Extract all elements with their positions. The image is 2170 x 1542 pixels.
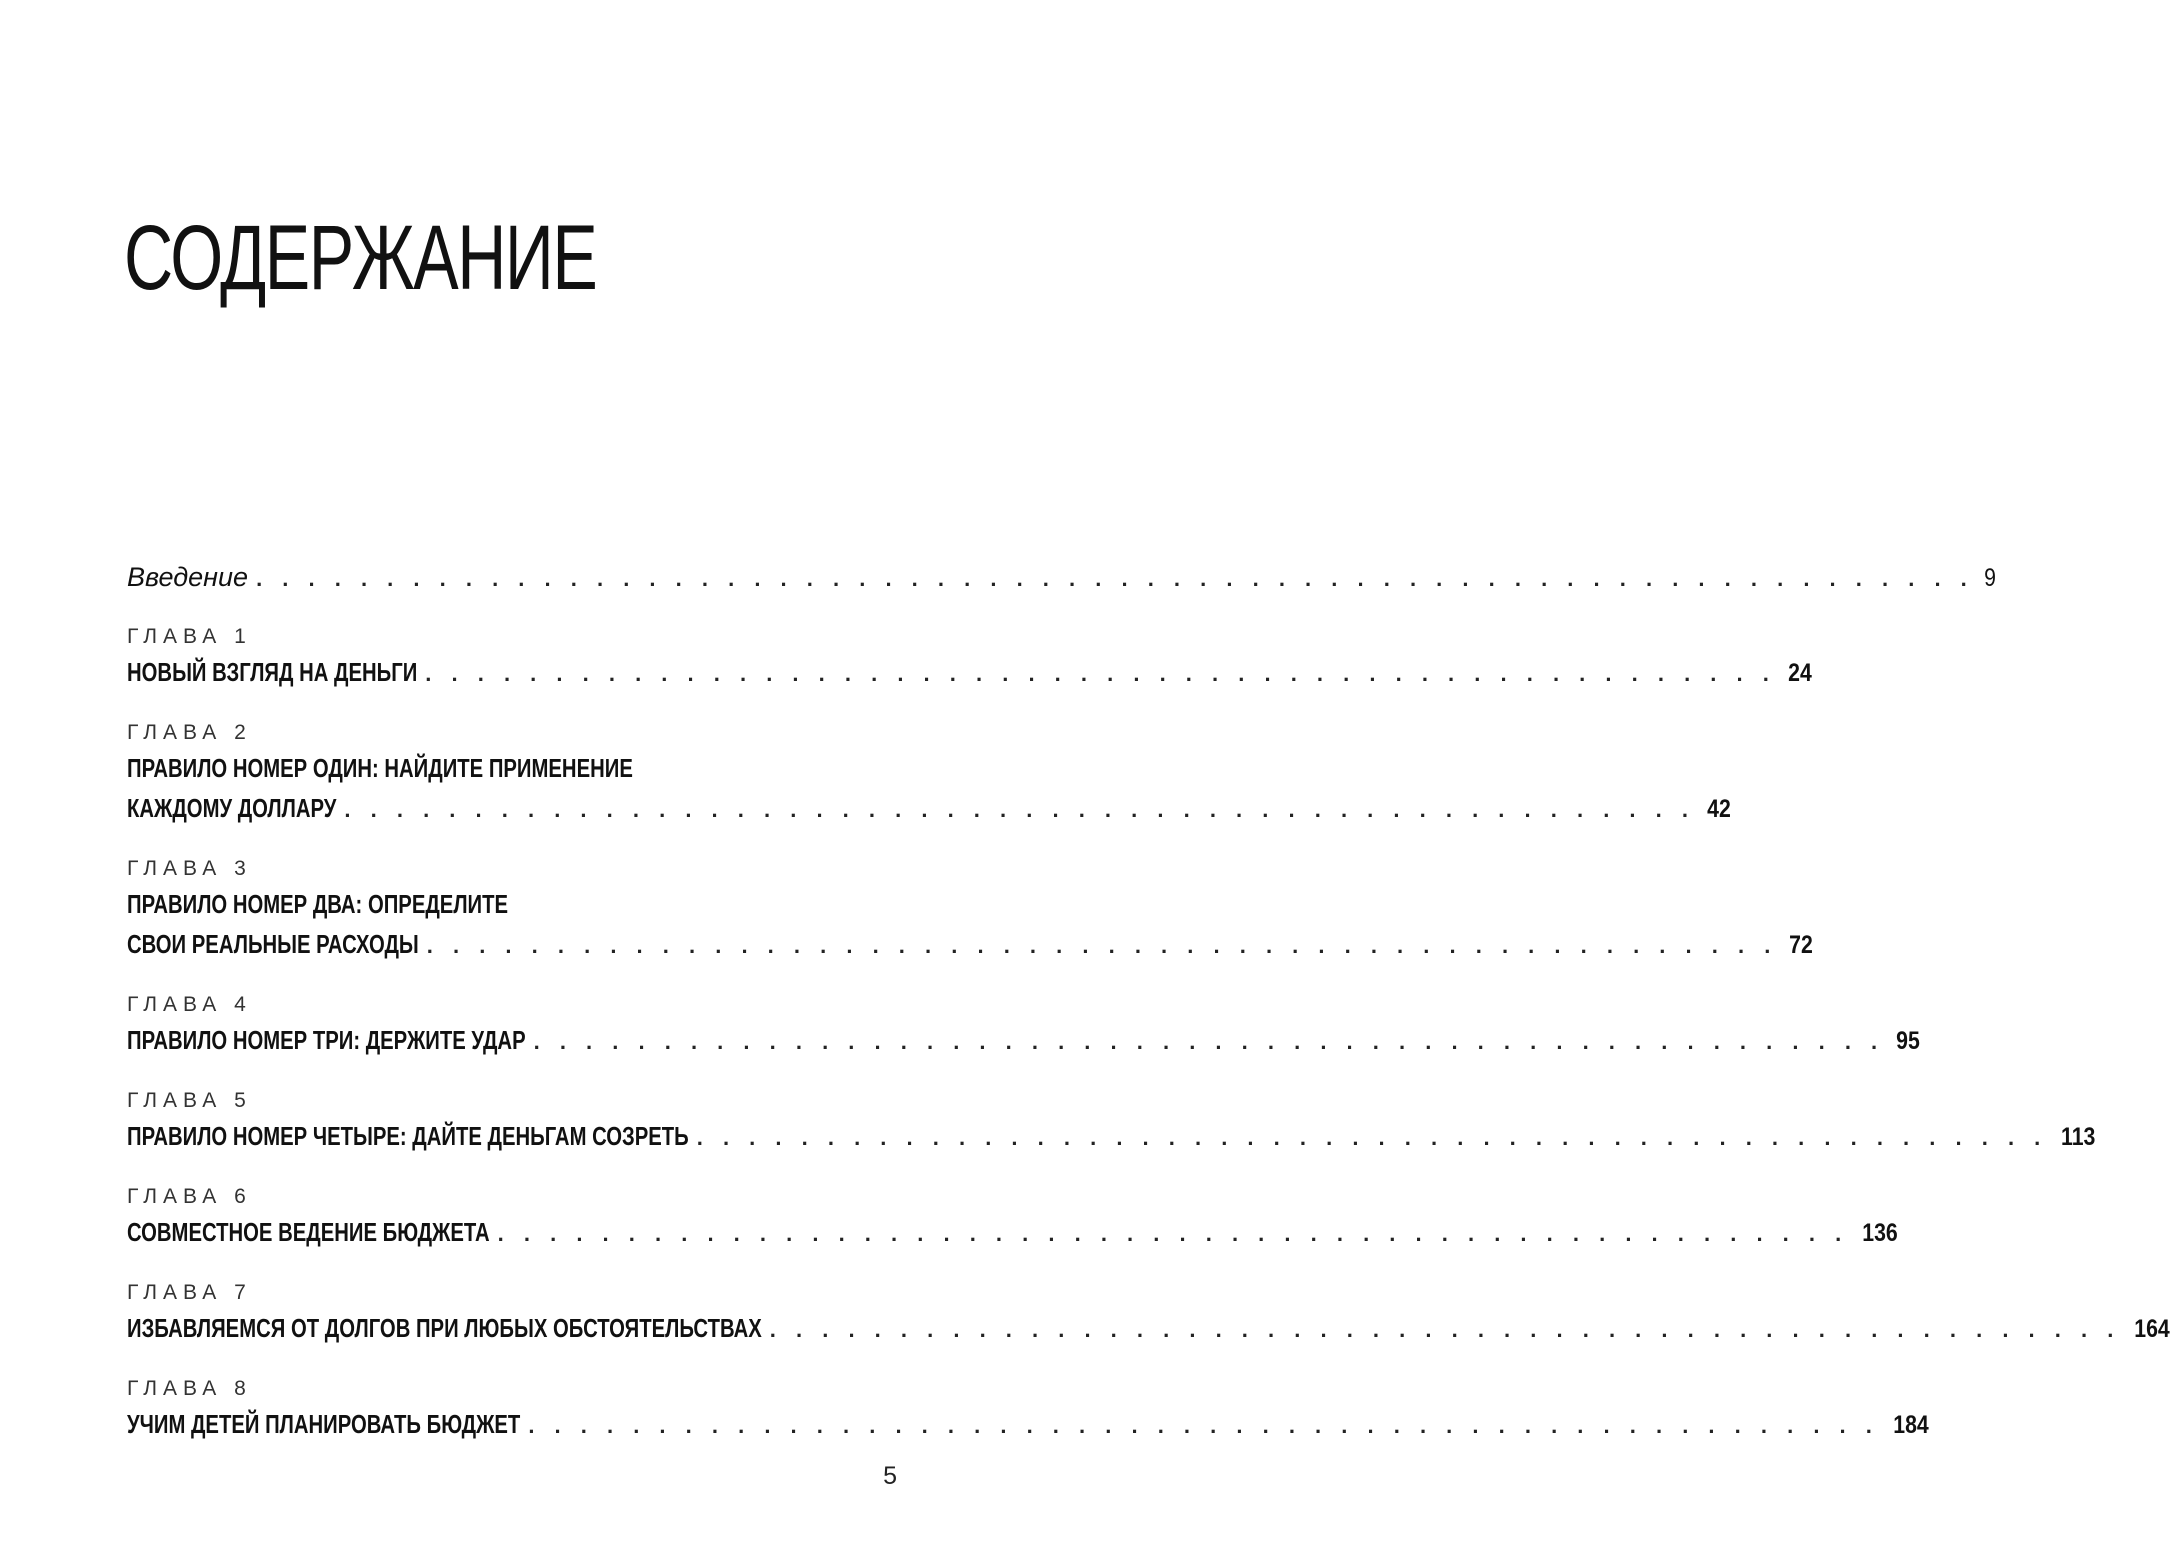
chapter-title-line: СВОИ РЕАЛЬНЫЕ РАСХОДЫ bbox=[127, 929, 419, 959]
toc-page-number: 136 bbox=[1862, 1219, 1898, 1247]
chapter-label: ГЛАВА 1 bbox=[127, 625, 252, 648]
leader-dots: . . . . . . . . . . . . . . . . . . . . . . . . . . . . . . . . . . . . . . . . . . . . . . . . . . . . bbox=[533, 1029, 1885, 1054]
leader-dots: . . . . . . . . . . . . . . . . . . . . . . . . . . . . . . . . . . . . . . . . . . . . . . . . . . . . bbox=[425, 661, 1776, 686]
toc-chapter-3[interactable] bbox=[127, 854, 1814, 964]
chapter-title-line: ПРАВИЛО НОМЕР ОДИН: НАЙДИТЕ ПРИМЕНЕНИЕ bbox=[127, 753, 633, 783]
toc-chapter-2[interactable] bbox=[127, 718, 1731, 828]
toc-chapter-6[interactable] bbox=[127, 1182, 1898, 1252]
leader-dots: . . . . . . . . . . . . . . . . . . . . . . . . . . . . . . . . . . . . . . . . . . . . . . . . . . . . bbox=[696, 1125, 2048, 1150]
toc-chapter-5[interactable] bbox=[127, 1086, 2096, 1156]
chapter-label: ГЛАВА 6 bbox=[127, 1185, 252, 1208]
toc-page-number: 24 bbox=[1788, 659, 1812, 687]
leader-dots: . . . . . . . . . . . . . . . . . . . . . . . . . . . . . . . . . . . . . . . . . . . . . . . . . . . . . . . . . . . . . . . . . . bbox=[256, 566, 1974, 591]
toc-chapter-1[interactable] bbox=[127, 622, 1812, 692]
chapter-label: ГЛАВА 2 bbox=[127, 721, 252, 744]
toc-page-number: 113 bbox=[2061, 1123, 2096, 1151]
chapter-title: ПРАВИЛО НОМЕР ЧЕТЫРЕ: ДАЙТЕ ДЕНЬГАМ СОЗРЕТЬ bbox=[127, 1121, 689, 1151]
toc-page-number: 164 bbox=[2134, 1315, 2170, 1343]
chapter-title: УЧИМ ДЕТЕЙ ПЛАНИРОВАТЬ БЮДЖЕТ bbox=[127, 1409, 521, 1439]
chapter-title: ИЗБАВЛЯЕМСЯ ОТ ДОЛГОВ ПРИ ЛЮБЫХ ОБСТОЯТЕЛЬСТВАХ bbox=[127, 1313, 762, 1343]
chapter-title-line: КАЖДОМУ ДОЛЛАРУ bbox=[127, 793, 337, 823]
leader-dots: . . . . . . . . . . . . . . . . . . . . . . . . . . . . . . . . . . . . . . . . . . . . . . . . . . . . bbox=[426, 933, 1778, 958]
toc-chapter-8[interactable] bbox=[127, 1374, 1929, 1444]
leader-dots: . . . . . . . . . . . . . . . . . . . . . . . . . . . . . . . . . . . . . . . . . . . . . . . . . . . . bbox=[528, 1413, 1879, 1438]
chapter-label: ГЛАВА 5 bbox=[127, 1089, 252, 1112]
toc-page-number: 184 bbox=[1893, 1411, 1929, 1439]
leader-dots: . . . . . . . . . . . . . . . . . . . . . . . . . . . . . . . . . . . . . . . . . . . . . . . . . . . . bbox=[344, 797, 1695, 822]
leader-dots: . . . . . . . . . . . . . . . . . . . . . . . . . . . . . . . . . . . . . . . . . . . . . . . . . . . . bbox=[497, 1221, 1849, 1246]
chapter-title-line: ПРАВИЛО НОМЕР ДВА: ОПРЕДЕЛИТЕ bbox=[127, 889, 509, 919]
chapter-label: ГЛАВА 4 bbox=[127, 993, 252, 1016]
leader-dots: . . . . . . . . . . . . . . . . . . . . . . . . . . . . . . . . . . . . . . . . . . . . . . . . . . . . bbox=[769, 1317, 2121, 1342]
chapter-title: НОВЫЙ ВЗГЛЯД НА ДЕНЬГИ bbox=[127, 657, 418, 687]
chapter-label: ГЛАВА 8 bbox=[127, 1377, 252, 1400]
chapter-label: ГЛАВА 3 bbox=[127, 857, 252, 880]
folio-page-number: 5 bbox=[883, 1462, 897, 1490]
toc-chapter-4[interactable] bbox=[127, 990, 1920, 1060]
toc-entry-introduction[interactable] bbox=[127, 562, 1996, 596]
toc-chapter-7[interactable] bbox=[127, 1278, 2170, 1348]
toc-page-number: 95 bbox=[1896, 1027, 1920, 1055]
toc-page-number: 72 bbox=[1789, 931, 1814, 959]
table-of-contents bbox=[127, 562, 2170, 1444]
toc-page-number: 9 bbox=[1983, 564, 1996, 592]
chapter-title: ПРАВИЛО НОМЕР ТРИ: ДЕРЖИТЕ УДАР bbox=[127, 1025, 526, 1055]
toc-page-number: 42 bbox=[1707, 795, 1731, 823]
chapter-title: СОВМЕСТНОЕ ВЕДЕНИЕ БЮДЖЕТА bbox=[127, 1217, 490, 1247]
toc-entry-title: Введение bbox=[127, 562, 249, 592]
chapter-label: ГЛАВА 7 bbox=[127, 1281, 252, 1304]
page-title: СОДЕРЖАНИЕ bbox=[124, 207, 597, 309]
